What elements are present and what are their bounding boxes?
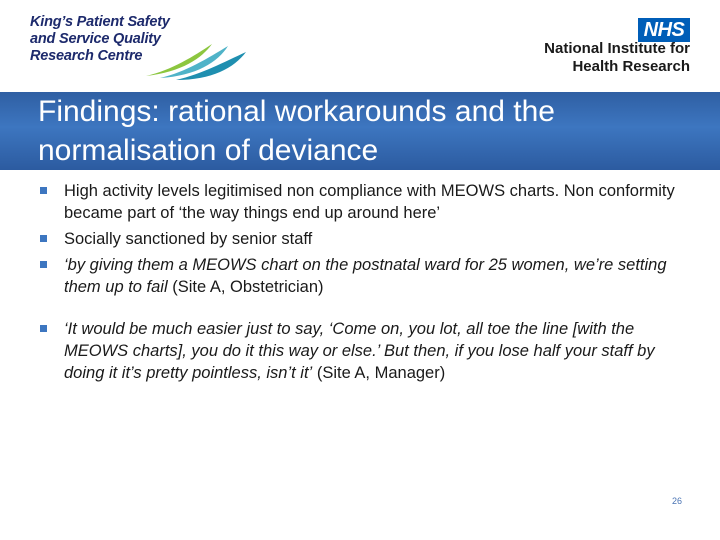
swoosh-icon [142, 36, 250, 82]
bullet-quote-3: ‘by giving them a MEOWS chart on the postnatal ward for 25 women, we’re setting them up to fail [64, 256, 667, 296]
bullet-text-1: High activity levels legitimised non compliance with MEOWS charts. Non conformity became part of ‘the way things end up around here’ [64, 182, 675, 222]
kings-patient-safety-logo [30, 14, 230, 76]
slide-title: Findings: rational workarounds and the normalisation of deviance [38, 95, 555, 167]
nihr-text [544, 40, 690, 76]
bullet-source-4: (Site A, Manager) [312, 364, 446, 382]
kings-logo-line-3: Research Centre [30, 48, 143, 64]
kings-logo-line-1: King’s Patient Safety [30, 14, 170, 30]
page-number: 26 [671, 496, 682, 506]
bullet-quote-4: ‘It would be much easier just to say, ‘Come on, you lot, all toe the line [with the MEOWS charts], you do it this way or else.’ But then, if you lose half your staff by doing it it’s pretty pointless, isn’t it’ [64, 320, 655, 382]
bullet-item-3 [40, 254, 690, 298]
bullet-source-3: (Site A, Obstetrician) [167, 278, 324, 296]
nhs-badge: NHS [638, 18, 690, 42]
square-bullet-icon [40, 187, 47, 194]
bullet-item-2 [40, 228, 690, 250]
nihr-line-1: National Institute for [544, 40, 690, 57]
square-bullet-icon [40, 235, 47, 242]
bullet-item-4 [40, 318, 690, 384]
bullet-list [40, 180, 690, 384]
title-bar [0, 92, 720, 170]
bullet-item-1 [40, 180, 690, 224]
slide-header [0, 0, 720, 92]
square-bullet-icon [40, 261, 47, 268]
nihr-line-2: Health Research [572, 58, 690, 75]
nihr-logo [520, 18, 690, 78]
slide-content [40, 180, 690, 388]
kings-logo-line-2: and Service Quality [30, 31, 161, 47]
square-bullet-icon [40, 325, 47, 332]
bullet-text-2: Socially sanctioned by senior staff [64, 230, 313, 248]
